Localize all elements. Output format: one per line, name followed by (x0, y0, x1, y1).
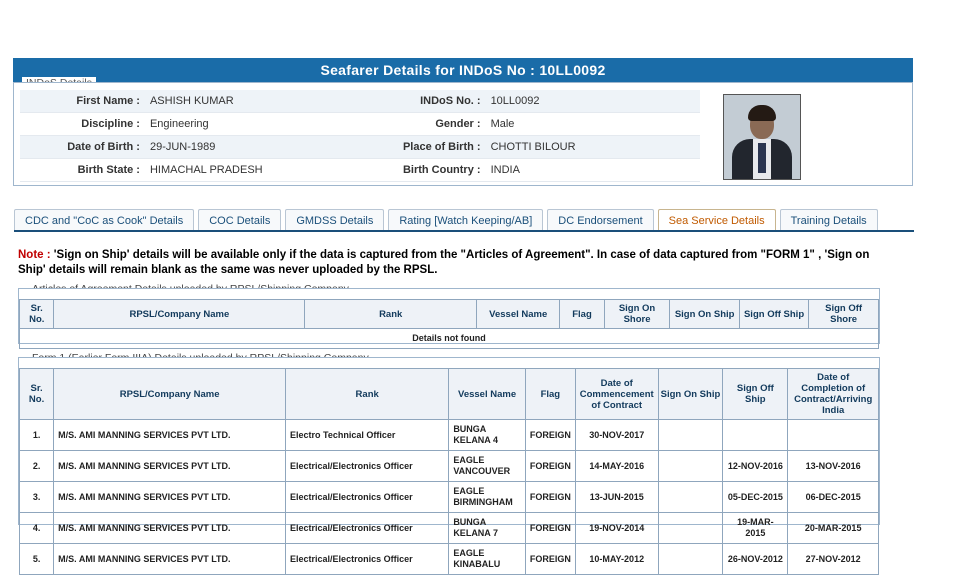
cell-flag: FOREIGN (525, 420, 575, 451)
cell-rank: Electrical/Electronics Officer (286, 544, 449, 575)
articles-of-agreement-table (19, 299, 879, 349)
cell-vessel-name: BUNGA KELANA 4 (449, 420, 526, 451)
birth-country-label: Birth Country : (360, 159, 484, 182)
cell-company-name: M/S. AMI MANNING SERVICES PVT LTD. (54, 513, 286, 544)
tab-coc-details[interactable]: COC Details (198, 209, 281, 231)
cell-company-name: M/S. AMI MANNING SERVICES PVT LTD. (54, 482, 286, 513)
col-rank: Rank (305, 300, 477, 329)
place-of-birth-label: Place of Birth : (360, 136, 484, 159)
tab-bar (14, 207, 914, 231)
first-name-label: First Name : (20, 90, 144, 113)
col-date-of-completion: Date of Completion of Contract/Arriving India (788, 369, 879, 420)
cell-sr-no: 5. (20, 544, 54, 575)
tab-rating-watch-keeping[interactable]: Rating [Watch Keeping/AB] (388, 209, 543, 231)
cell-sr-no: 2. (20, 451, 54, 482)
details-not-found-message: Details not found (20, 329, 879, 349)
col-vessel-name: Vessel Name (477, 300, 560, 329)
col-sign-off-ship: Sign Off Ship (739, 300, 808, 329)
date-of-birth-value: 29-JUN-1989 (144, 136, 360, 159)
col-company-name: RPSL/Company Name (54, 369, 286, 420)
col-flag: Flag (560, 300, 604, 329)
seafarer-photo (723, 94, 801, 180)
table-row (20, 113, 700, 136)
cell-sr-no: 1. (20, 420, 54, 451)
cell-date-of-completion: 13-NOV-2016 (788, 451, 879, 482)
cell-vessel-name: BUNGA KELANA 7 (449, 513, 526, 544)
cell-sign-on-ship (658, 482, 723, 513)
cell-rank: Electro Technical Officer (286, 420, 449, 451)
col-sign-on-shore: Sign On Shore (604, 300, 670, 329)
table-row (20, 513, 879, 544)
cell-date-of-completion: 20-MAR-2015 (788, 513, 879, 544)
cell-date-of-completion (788, 420, 879, 451)
cell-rank: Electrical/Electronics Officer (286, 482, 449, 513)
table-header-row (20, 300, 879, 329)
cell-flag: FOREIGN (525, 513, 575, 544)
photo-hair (748, 105, 776, 121)
table-row (20, 451, 879, 482)
col-sr-no: Sr. No. (20, 300, 54, 329)
discipline-value: Engineering (144, 113, 360, 136)
table-row (20, 159, 700, 182)
cell-date-of-commencement: 13-JUN-2015 (575, 482, 658, 513)
cell-company-name: M/S. AMI MANNING SERVICES PVT LTD. (54, 451, 286, 482)
form1-table-wrapper (19, 368, 879, 575)
cell-sign-off-ship: 12-NOV-2016 (723, 451, 788, 482)
cell-company-name: M/S. AMI MANNING SERVICES PVT LTD. (54, 420, 286, 451)
cell-sr-no: 3. (20, 482, 54, 513)
birth-state-value: HIMACHAL PRADESH (144, 159, 360, 182)
articles-of-agreement-table-wrapper (19, 299, 879, 349)
gender-value: Male (485, 113, 700, 136)
indos-no-label: INDoS No. : (360, 90, 484, 113)
col-rank: Rank (286, 369, 449, 420)
note-text: 'Sign on Ship' details will be available only if the data is captured from the "Articles of Agreement". In case of data captured from "FORM 1" , 'Sign on Ship' details will remain blank as the same was never uploaded by the RPSL. (18, 249, 870, 276)
col-company-name: RPSL/Company Name (54, 300, 305, 329)
tab-cdc-coc-as-cook[interactable]: CDC and "CoC as Cook" Details (14, 209, 194, 231)
photo-tie (758, 143, 766, 173)
first-name-value: ASHISH KUMAR (144, 90, 360, 113)
table-row (20, 544, 879, 575)
indos-details-table (20, 90, 700, 182)
cell-rank: Electrical/Electronics Officer (286, 451, 449, 482)
col-flag: Flag (525, 369, 575, 420)
tab-gmdss-details[interactable]: GMDSS Details (285, 209, 384, 231)
cell-company-name: M/S. AMI MANNING SERVICES PVT LTD. (54, 544, 286, 575)
birth-country-value: INDIA (485, 159, 700, 182)
place-of-birth-value: CHOTTI BILOUR (485, 136, 700, 159)
col-sign-off-ship: Sign Off Ship (723, 369, 788, 420)
cell-sign-off-ship: 19-MAR-2015 (723, 513, 788, 544)
cell-date-of-completion: 06-DEC-2015 (788, 482, 879, 513)
cell-date-of-commencement: 14-MAY-2016 (575, 451, 658, 482)
cell-sign-off-ship: 05-DEC-2015 (723, 482, 788, 513)
col-sign-off-shore: Sign Off Shore (809, 300, 879, 329)
note-prefix: Note : (18, 249, 51, 261)
cell-vessel-name: EAGLE BIRMINGHAM (449, 482, 526, 513)
discipline-label: Discipline : (20, 113, 144, 136)
page-title: Seafarer Details for INDoS No : 10LL0092 (13, 58, 913, 82)
cell-vessel-name: EAGLE KINABALU (449, 544, 526, 575)
cell-flag: FOREIGN (525, 544, 575, 575)
col-sr-no: Sr. No. (20, 369, 54, 420)
table-row (20, 420, 879, 451)
tab-sea-service-details[interactable]: Sea Service Details (658, 209, 776, 231)
table-header-row (20, 369, 879, 420)
cell-sign-on-ship (658, 513, 723, 544)
col-sign-on-ship: Sign On Ship (670, 300, 739, 329)
cell-sr-no: 4. (20, 513, 54, 544)
sea-service-note (18, 248, 898, 278)
col-sign-on-ship: Sign On Ship (658, 369, 723, 420)
cell-sign-off-ship: 26-NOV-2012 (723, 544, 788, 575)
cell-flag: FOREIGN (525, 451, 575, 482)
cell-rank: Electrical/Electronics Officer (286, 513, 449, 544)
birth-state-label: Birth State : (20, 159, 144, 182)
table-row (20, 90, 700, 113)
date-of-birth-label: Date of Birth : (20, 136, 144, 159)
cell-sign-off-ship (723, 420, 788, 451)
cell-date-of-commencement: 30-NOV-2017 (575, 420, 658, 451)
col-vessel-name: Vessel Name (449, 369, 526, 420)
table-row-empty (20, 329, 879, 349)
cell-date-of-commencement: 19-NOV-2014 (575, 513, 658, 544)
cell-date-of-completion: 27-NOV-2012 (788, 544, 879, 575)
form1-table (19, 368, 879, 575)
cell-date-of-commencement: 10-MAY-2012 (575, 544, 658, 575)
cell-flag: FOREIGN (525, 482, 575, 513)
indos-no-value: 10LL0092 (485, 90, 700, 113)
col-date-of-commencement: Date of Commencement of Contract (575, 369, 658, 420)
gender-label: Gender : (360, 113, 484, 136)
tab-dc-endorsement[interactable]: DC Endorsement (547, 209, 653, 231)
tab-training-details[interactable]: Training Details (780, 209, 878, 231)
table-row (20, 136, 700, 159)
cell-sign-on-ship (658, 451, 723, 482)
tab-bar-underline (14, 230, 914, 232)
cell-sign-on-ship (658, 544, 723, 575)
table-row (20, 482, 879, 513)
cell-vessel-name: EAGLE VANCOUVER (449, 451, 526, 482)
cell-sign-on-ship (658, 420, 723, 451)
